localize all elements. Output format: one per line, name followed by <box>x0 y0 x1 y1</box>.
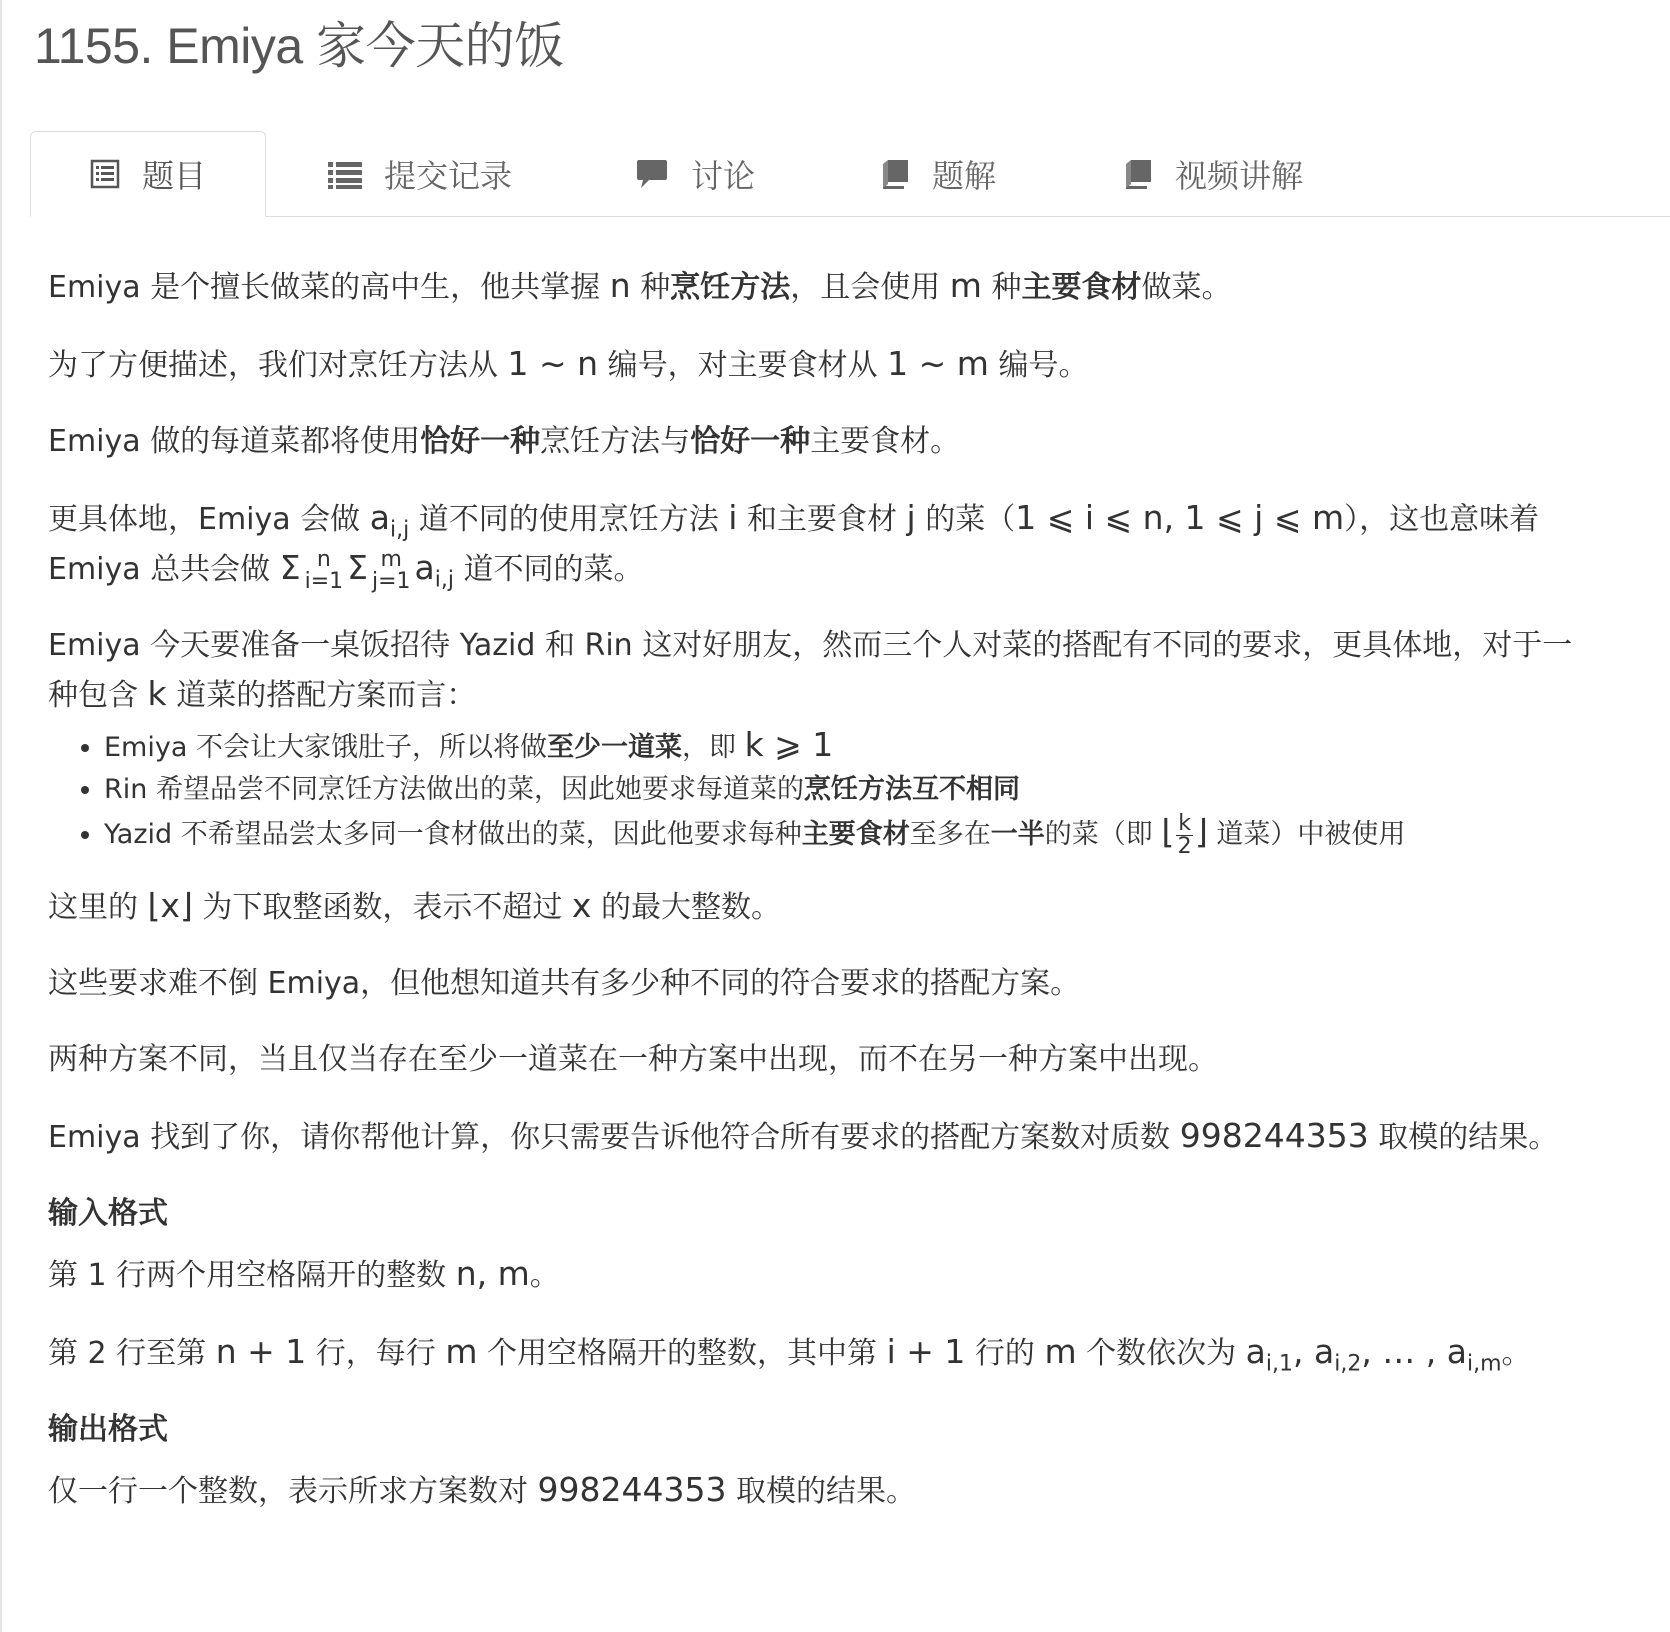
paragraph-floor-definition: 这里的 ⌊x⌋ 为下取整函数，表示不超过 x 的最大整数。 <box>48 886 781 925</box>
list-item: • Rin 希望品尝不同烹饪方法做出的菜，因此她要求每道菜的烹饪方法互不相同 <box>104 769 1658 811</box>
chat-bubble-icon <box>635 158 669 190</box>
output-format-heading: 输出格式 <box>48 1412 168 1447</box>
paragraph-requirements: Emiya 今天要准备一桌饭招待 Yazid 和 Rin 这对好朋友，然而三个人对菜的搭配有不同的要求，更具体地，对于一 种包含 k 道菜的搭配方案而言： <box>48 628 1573 713</box>
tab-solutions[interactable] <box>880 131 996 216</box>
paragraph-modulo: Emiya 找到了你，请你帮他计算，你只需要告诉他符合所有要求的搭配方案数对质数 998244353 取模的结果。 <box>48 1116 1559 1155</box>
requirements-list <box>48 724 1658 858</box>
book-icon <box>1123 158 1153 190</box>
paragraph-each-dish: Emiya 做的每道菜都将使用恰好一种烹饪方法与恰好一种主要食材。 <box>48 424 961 459</box>
tab-label: 视频讲解 <box>1175 156 1304 195</box>
left-border <box>0 0 2 1632</box>
input-format-heading: 输入格式 <box>48 1196 168 1231</box>
problem-content <box>48 262 1658 1544</box>
paragraph-difference: 两种方案不同，当且仅当存在至少一道菜在一种方案中出现，而不在另一种方案中出现。 <box>48 1042 1218 1077</box>
tab-discussion[interactable] <box>635 131 755 216</box>
input-line-1: 第 1 行两个用空格隔开的整数 n, m。 <box>48 1254 560 1293</box>
book-icon <box>880 158 910 190</box>
paragraph-numbering: 为了方便描述，我们对烹饪方法从 1 ∼ n 编号，对主要食材从 1 ∼ m 编号。 <box>48 344 1089 383</box>
list-icon <box>328 159 362 189</box>
tab-label: 讨论 <box>691 156 756 195</box>
list-item: • Yazid 不希望品尝太多同一食材做出的菜，因此他要求每种主要食材至多在一半的菜（即 ⌊ $\frac{k}{2}$ ⌋ 道菜）中被使用 <box>104 811 1658 858</box>
tab-bar <box>30 131 1670 217</box>
input-line-2: 第 2 行至第 n + 1 行，每行 m 个用空格隔开的整数，其中第 i + 1 行的 m 个数依次为 $a_{i,1}$, $a_{i,2}$, … , $a_{i,m}$。 <box>48 1332 1532 1377</box>
list-item: • Emiya 不会让大家饿肚子，所以将做至少一道菜，即 k ⩾ 1 <box>104 724 1658 769</box>
paragraph-question: 这些要求难不倒 Emiya，但他想知道共有多少种不同的符合要求的搭配方案。 <box>48 966 1081 1001</box>
tab-label: 题解 <box>932 156 997 195</box>
page-title: 1155. Emiya 家今天的饭 <box>34 18 564 74</box>
paragraph-intro: Emiya 是个擅长做菜的高中生，他共掌握 n 种烹饪方法，且会使用 m 种主要食材做菜。 <box>48 266 1232 305</box>
tab-label: 提交记录 <box>384 156 513 195</box>
output-line-1: 仅一行一个整数，表示所求方案数对 998244353 取模的结果。 <box>48 1470 917 1509</box>
tab-label: 题目 <box>141 157 206 195</box>
tab-submissions[interactable] <box>328 131 512 216</box>
tab-problem[interactable] <box>30 131 266 217</box>
paragraph-dish-count: 更具体地，Emiya 会做 $a_{i,j}$ 道不同的使用烹饪方法 i 和主要食材 j 的菜（1 ⩽ i ⩽ n, 1 ⩽ j ⩽ m），这也意味着 Emiya 总共会做 Σ n i=1 Σ m j=1 $a_{i,j}$ 道不同的菜。 <box>48 498 1540 594</box>
document-list-icon <box>90 159 120 189</box>
tab-video-explanation[interactable] <box>1123 131 1303 216</box>
